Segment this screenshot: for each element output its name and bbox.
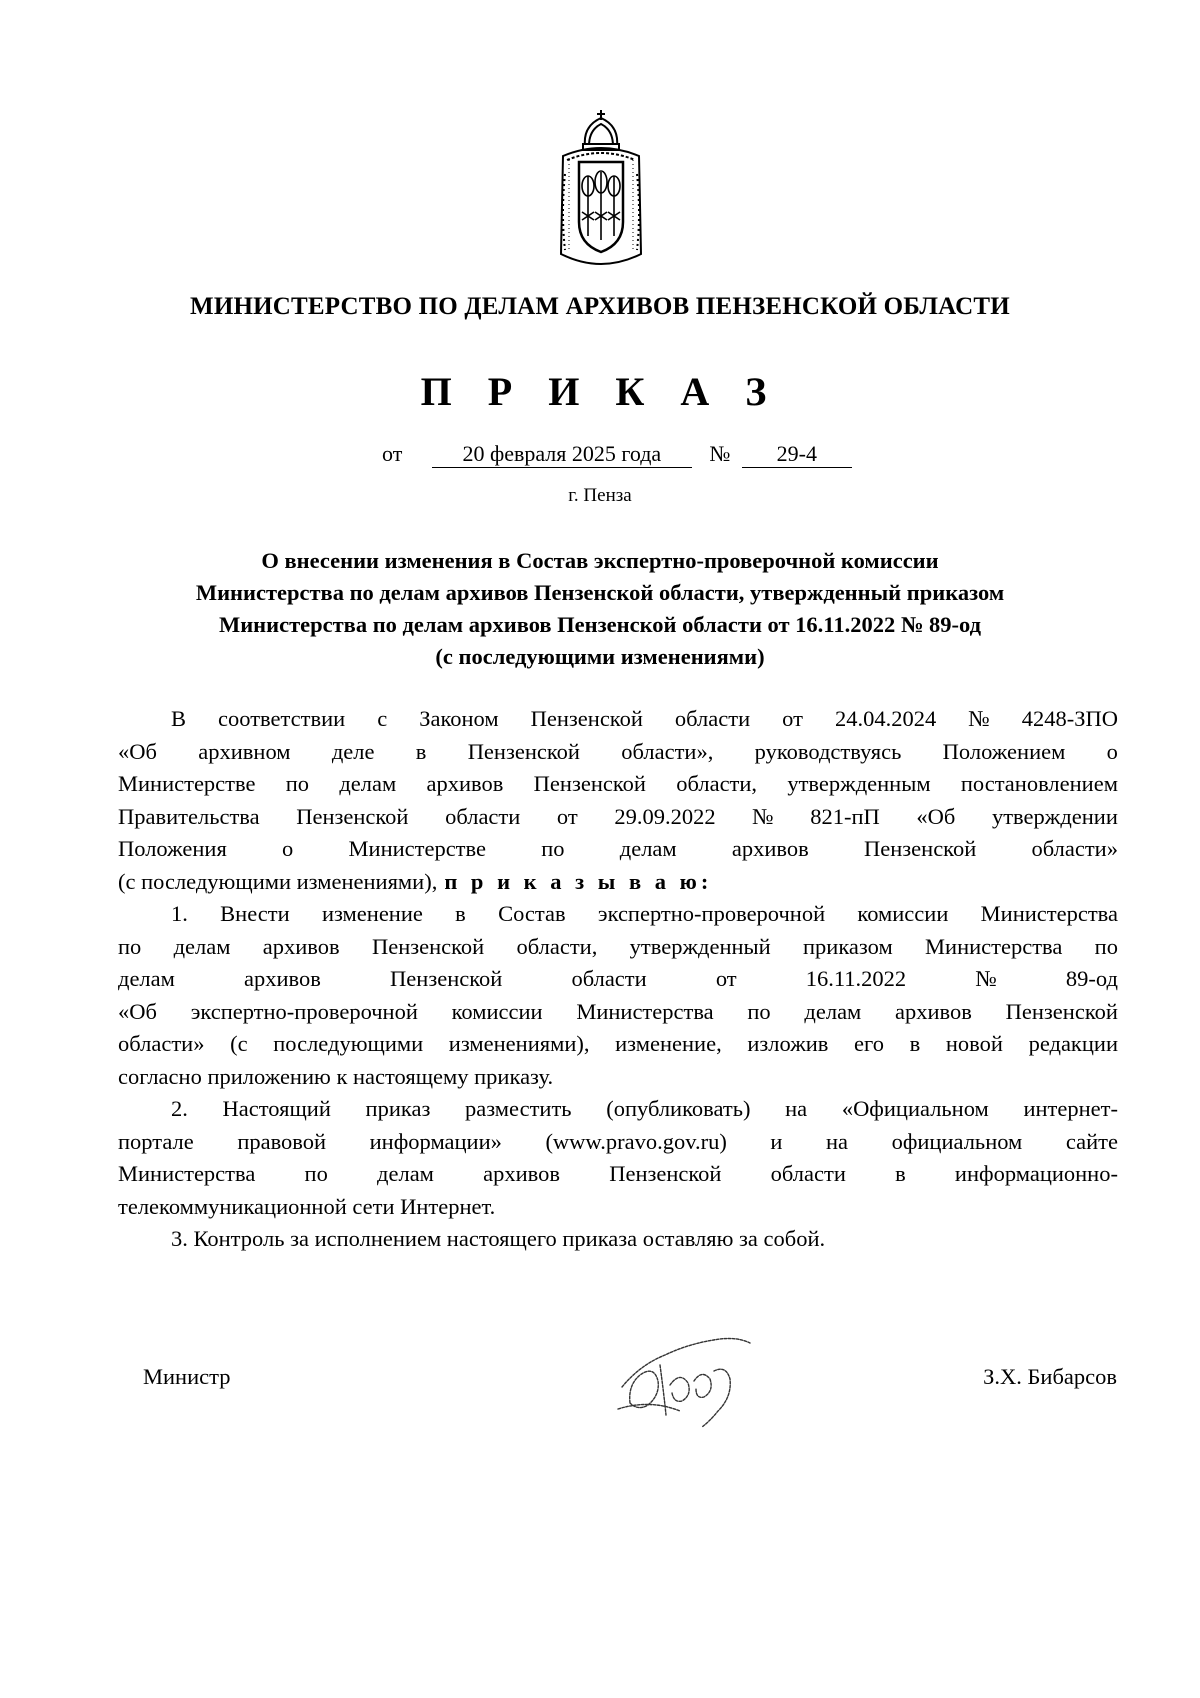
word: Правительства	[118, 803, 260, 829]
word: (опубликовать)	[606, 1096, 751, 1121]
item1-line	[118, 963, 1118, 996]
word: его	[854, 1031, 884, 1056]
word: области	[770, 1161, 846, 1186]
word: о	[1106, 738, 1118, 764]
word: Пензенской	[533, 771, 646, 796]
subject-line: О внесении изменения в Состав экспертно-проверочной комиссии	[261, 548, 939, 573]
word: Пензенской	[864, 836, 977, 861]
document-body	[118, 703, 1118, 1256]
number-label: №	[709, 441, 731, 466]
word: по	[747, 998, 771, 1024]
word: сайте	[1065, 1128, 1118, 1154]
word: изменение	[321, 901, 423, 926]
word: 16.11.2022	[805, 966, 907, 991]
word: области	[445, 803, 521, 829]
word: по	[304, 1161, 328, 1186]
date-number-line	[382, 441, 852, 468]
word: области	[571, 966, 647, 991]
word: области	[674, 706, 751, 731]
word: по	[1094, 933, 1118, 959]
word: 821-пП	[810, 803, 880, 829]
item1-line	[118, 898, 1118, 931]
word: области,	[516, 933, 598, 959]
word: изменениями),	[448, 1031, 590, 1056]
word: официальном	[891, 1128, 1023, 1154]
ministry-name: МИНИСТЕРСТВО ПО ДЕЛАМ АРХИВОВ ПЕНЗЕНСКОЙ ОБЛАСТИ	[190, 293, 1010, 320]
date-prefix: от	[382, 441, 403, 466]
word: 1.	[171, 901, 188, 926]
word: в	[455, 901, 466, 926]
word: изменение,	[615, 1031, 722, 1056]
word: и	[770, 1128, 783, 1154]
document-number: 29-4	[742, 441, 852, 468]
word: области»	[1031, 836, 1118, 861]
item2-line	[118, 1158, 1118, 1191]
word: области»,	[621, 738, 714, 764]
word: приказом	[803, 933, 893, 959]
word: Настоящий	[222, 1096, 331, 1121]
word: «Об	[118, 738, 157, 764]
word: архивов	[731, 836, 809, 861]
handwritten-signature	[610, 1325, 760, 1435]
word: в	[895, 1161, 906, 1186]
word: в	[909, 1031, 921, 1056]
word: «Официальном	[841, 1096, 989, 1121]
word: от	[715, 966, 737, 991]
word: комиссии	[451, 998, 543, 1024]
word: на	[825, 1128, 849, 1154]
item2-line	[118, 1093, 1118, 1126]
subject-line: (с последующими изменениями)	[435, 644, 765, 669]
word: 2.	[171, 1096, 188, 1121]
word: Министерстве	[118, 771, 256, 796]
preamble-line: (с последующими изменениями),	[118, 868, 438, 894]
word: делам	[804, 998, 862, 1024]
city: г. Пенза	[568, 485, 632, 506]
word: экспертно-проверочной	[597, 901, 826, 926]
word: постановлением	[960, 771, 1118, 796]
word: «Об	[118, 998, 157, 1024]
word: Положения	[118, 836, 227, 861]
subject-line: Министерства по делам архивов Пензенской области от 16.11.2022 № 89-од	[218, 612, 982, 637]
word: Состав	[498, 901, 566, 926]
word: Пензенской	[609, 1161, 722, 1186]
signatory-name: З.Х. Бибарсов	[983, 1364, 1117, 1389]
word: Пензенской	[296, 803, 409, 829]
word: архивов	[483, 1161, 560, 1186]
word: (с	[230, 1031, 248, 1056]
word: делам	[118, 966, 175, 991]
word: Министерства	[925, 933, 1063, 959]
word: Законом	[419, 706, 499, 731]
word: приказ	[365, 1096, 431, 1121]
word: на	[785, 1096, 808, 1121]
word: утвержденный	[629, 933, 771, 959]
word: Пензенской	[1005, 998, 1118, 1024]
word: Положением	[942, 738, 1066, 764]
signatory-role: Министр	[143, 1364, 231, 1389]
document-date: 20 февраля 2025 года	[432, 441, 692, 468]
word: комиссии	[857, 901, 949, 926]
word: соответствии	[218, 706, 346, 731]
word: (www.pravo.gov.ru)	[545, 1128, 727, 1154]
word: Пензенской	[530, 706, 643, 731]
word: утверждении	[991, 803, 1118, 829]
word: деле	[331, 738, 375, 764]
preamble-line	[118, 801, 1118, 834]
word: портале	[118, 1128, 194, 1154]
word: Министерства	[576, 998, 714, 1024]
item3-line: 3. Контроль за исполнением настоящего приказа оставляю за собой.	[171, 1226, 826, 1251]
word: по	[285, 771, 310, 796]
word: от	[782, 706, 803, 731]
word: архивов	[244, 966, 321, 991]
word: Министерства	[980, 901, 1118, 926]
word: о	[282, 836, 294, 861]
word: №	[975, 966, 997, 991]
word: архивном	[198, 738, 291, 764]
word: Министерстве	[348, 836, 486, 861]
word: разместить	[465, 1096, 572, 1121]
word: по	[541, 836, 565, 861]
word: делам	[173, 933, 231, 959]
word: в	[415, 738, 427, 764]
document-type-title: П Р И К А З	[420, 369, 780, 414]
word: области,	[676, 771, 758, 796]
preamble-line	[118, 736, 1118, 769]
item1-line: согласно приложению к настоящему приказу.	[118, 1063, 554, 1089]
preamble-last-line	[118, 866, 1118, 899]
word: Пензенской	[467, 738, 580, 764]
word: редакции	[1028, 1031, 1118, 1056]
word: с	[377, 706, 388, 731]
word: №	[752, 803, 774, 829]
item2-line: телекоммуникационной сети Интернет.	[118, 1193, 496, 1219]
word: 89-од	[1065, 966, 1118, 991]
coat-of-arms-icon	[555, 104, 647, 272]
word: по	[118, 933, 142, 959]
word: изложив	[747, 1031, 829, 1056]
word: руководствуясь	[754, 738, 902, 764]
preamble-line	[118, 833, 1118, 866]
preamble-line	[118, 703, 1118, 736]
word: Внести	[220, 901, 290, 926]
preamble-line	[118, 768, 1118, 801]
item1-line	[118, 1028, 1118, 1061]
document-subject	[60, 545, 1140, 673]
word: экспертно-проверочной	[190, 998, 418, 1024]
word: Министерства	[118, 1161, 256, 1186]
word: 24.04.2024	[834, 706, 937, 731]
word: правовой	[237, 1128, 327, 1154]
word: делам	[619, 836, 677, 861]
subject-line: Министерства по делам архивов Пензенской области, утвержденный приказом	[195, 580, 1005, 605]
word: архивов	[895, 998, 972, 1024]
word: Пензенской	[371, 933, 485, 959]
word: Пензенской	[390, 966, 503, 991]
word: новой	[945, 1031, 1003, 1056]
word: утвержденным	[787, 771, 931, 796]
word: делам	[339, 771, 397, 796]
word: информации»	[369, 1128, 502, 1154]
word: области»	[118, 1031, 205, 1056]
word: 29.09.2022	[614, 803, 716, 829]
word: последующими	[273, 1031, 424, 1056]
word: информационно-	[954, 1161, 1118, 1186]
word: архивов	[426, 771, 504, 796]
item1-line	[118, 996, 1118, 1029]
word: делам	[377, 1161, 434, 1186]
word: В	[171, 706, 187, 731]
word: от	[556, 803, 578, 829]
word: интернет-	[1023, 1096, 1118, 1121]
word: «Об	[916, 803, 956, 829]
item1-line	[118, 931, 1118, 964]
word: №	[968, 706, 990, 731]
word: 4248-ЗПО	[1021, 706, 1118, 731]
order-word: п р и к а з ы в а ю:	[444, 868, 713, 894]
word: архивов	[262, 933, 340, 959]
item2-line	[118, 1126, 1118, 1159]
